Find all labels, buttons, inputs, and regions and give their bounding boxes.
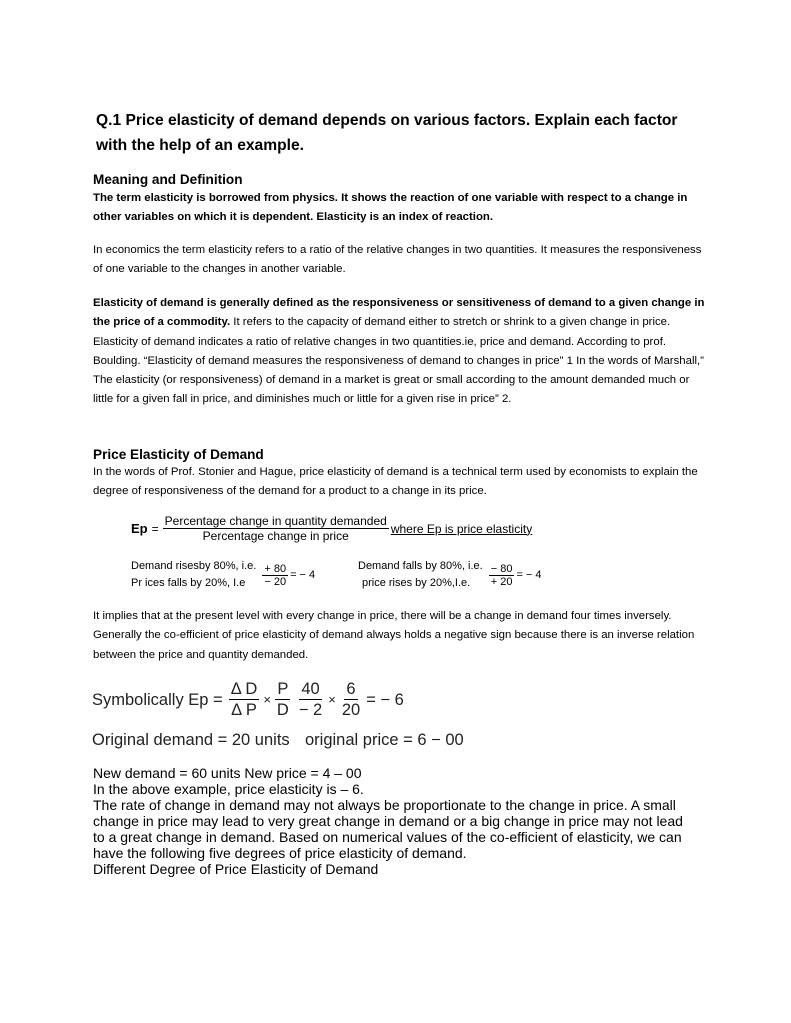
final-text-block: [93, 765, 713, 877]
question-title: [96, 108, 716, 158]
symbolic-fraction-6-20: [340, 679, 362, 720]
formula-equals: =: [151, 521, 159, 536]
symbolic-times-1: ×: [263, 691, 271, 707]
final-line-rate-3: to a great change in demand. Based on numerical values of the co-efficient of elasticity, we can: [93, 829, 682, 845]
formula-denominator: Percentage change in price: [202, 529, 349, 543]
symbolic-fraction-delta: [229, 679, 260, 720]
final-line-rate-1: The rate of change in demand may not always be proportionate to the change in price. A small: [93, 797, 676, 813]
symbolic-times-2: ×: [328, 691, 336, 707]
price-elasticity-paragraph: In the words of Prof. Stonier and Hague, price elasticity of demand is a technical term used by economists to explain the degree of responsiveness of the demand for a product to a change in its price.: [93, 466, 698, 498]
original-price: original price = 6 − 00: [305, 731, 464, 749]
final-line-degrees-heading: Different Degree of Price Elasticity of Demand: [93, 861, 379, 877]
formula-lhs: Ep: [131, 521, 148, 536]
meaning-paragraph-2: In economics the term elasticity refers to a ratio of the relative changes in two quantities. It measures the responsiveness of one variable to the changes in another variable.: [93, 244, 702, 276]
symbolic-label: Symbolically Ep =: [92, 690, 223, 709]
example-right-denominator: + 20: [490, 575, 513, 588]
final-line-example: In the above example, price elasticity is – 6.: [93, 781, 364, 797]
meaning-paragraph-3-bold: Elasticity of demand is generally defined as the responsiveness or sensitiveness of demand to a given change in the price of a commodity.: [93, 297, 705, 329]
meaning-paragraph-3-rest: It refers to the capacity of demand either to stretch or shrink to a given change in price. Elasticity of demand indicates a ratio of relative changes in two quantities.ie, price and demand. According to prof. Boulding. “Elasticity of demand measures the responsiveness of demand to changes in price” 1 In the words of Marshall,” The elasticity (or responsiveness) of demand in a market is great or small according to the amount demanded much or little for a given fall in price, and diminishes much or little for a given rise in price” 2.: [93, 316, 704, 406]
formula-fraction: [163, 514, 389, 543]
example-right-result: = − 4: [516, 569, 542, 581]
example-right-fraction: [489, 563, 515, 588]
symbolic-delta-d: Δ D: [230, 680, 258, 698]
meaning-paragraph-3: [93, 294, 708, 410]
example-right-line1: Demand falls by 80%, i.e.: [358, 560, 483, 572]
final-line-new-demand: New demand = 60 units New price = 4 – 00: [93, 765, 362, 781]
example-left-line2: Pr ices falls by 20%, I.e: [131, 577, 246, 589]
symbolic-40: 40: [301, 680, 320, 698]
example-right: [358, 558, 542, 592]
example-right-line2: price rises by 20%,I.e.: [362, 577, 471, 589]
question-title-line2: with the help of an example.: [96, 137, 304, 154]
symbolic-formula: [92, 679, 404, 720]
meaning-heading: Meaning and Definition: [93, 172, 243, 187]
price-elasticity-heading: Price Elasticity of Demand: [93, 447, 264, 462]
implies-paragraph: It implies that at the present level with every change in price, there will be a change in demand four times inversely. Generally the co-efficient of price elasticity of demand always holds a negative sign because there is an inverse relation between the price and quantity demanded.: [93, 610, 695, 661]
symbolic-minus-2: − 2: [298, 701, 323, 719]
symbolic-p: P: [277, 680, 289, 698]
example-left-fraction: [262, 563, 288, 588]
example-left-numerator: + 80: [264, 562, 287, 575]
symbolic-delta-p: Δ P: [231, 701, 257, 719]
example-left-denominator: − 20: [264, 575, 287, 588]
question-title-line1: Q.1 Price elasticity of demand depends on various factors. Explain each factor: [96, 112, 678, 129]
symbolic-result: = − 6: [366, 690, 404, 709]
symbolic-6: 6: [346, 680, 356, 698]
original-demand: Original demand = 20 units: [92, 731, 290, 749]
formula-where: where Ep is price elasticity: [390, 521, 533, 536]
symbolic-20: 20: [341, 701, 361, 719]
symbolic-fraction-values: [297, 679, 324, 720]
final-line-rate-2: change in price may lead to very great change in demand or a big change in price may not lead: [93, 813, 683, 829]
elasticity-formula: [131, 514, 532, 543]
final-line-rate-4: have the following five degrees of price elasticity of demand.: [93, 845, 467, 861]
meaning-bold-paragraph: The term elasticity is borrowed from physics. It shows the reaction of one variable with respect to a change in other variables on which it is dependent. Elasticity is an index of reaction.: [93, 192, 688, 223]
example-left: [131, 558, 315, 592]
symbolic-d: D: [276, 701, 289, 719]
symbolic-fraction-pd: [275, 679, 291, 720]
formula-numerator: Percentage change in quantity demanded: [164, 514, 387, 528]
example-left-result: = − 4: [290, 569, 316, 581]
example-left-line1: Demand risesby 80%, i.e.: [131, 560, 257, 572]
example-right-numerator: − 80: [490, 562, 513, 575]
